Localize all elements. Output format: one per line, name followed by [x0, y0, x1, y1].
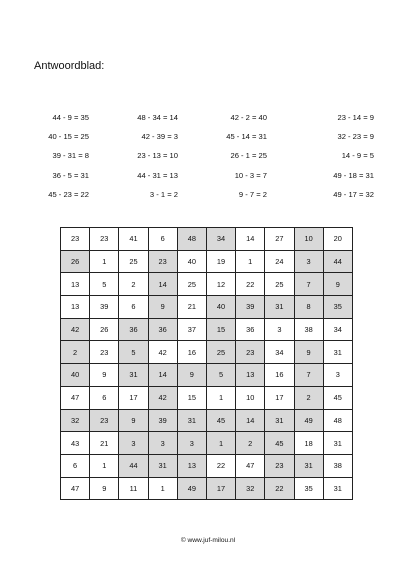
grid-cell: 32: [61, 409, 90, 432]
equation-list: [30, 108, 386, 200]
grid-cell: 37: [177, 318, 206, 341]
grid-cell: 10: [236, 386, 265, 409]
grid-cell: 23: [61, 228, 90, 251]
equation: 10 - 3 = 7: [234, 170, 267, 180]
grid-cell: 15: [206, 318, 235, 341]
grid-cell: 18: [294, 432, 323, 455]
grid-cell: 23: [90, 228, 119, 251]
equation-column-2: [119, 108, 208, 204]
grid-row: [61, 364, 353, 387]
grid-cell: 22: [265, 477, 294, 500]
grid-cell: 40: [61, 364, 90, 387]
grid-cell: 9: [119, 409, 148, 432]
equation: 26 - 1 = 25: [230, 151, 267, 161]
grid-cell: 17: [206, 477, 235, 500]
grid-row: [61, 477, 353, 500]
grid-cell: 6: [61, 454, 90, 477]
grid-cell: 36: [119, 318, 148, 341]
grid-cell: 41: [119, 228, 148, 251]
grid-cell: 31: [323, 432, 352, 455]
grid-cell: 44: [323, 250, 352, 273]
grid-cell: 13: [61, 296, 90, 319]
grid-cell: 31: [265, 296, 294, 319]
grid-cell: 34: [206, 228, 235, 251]
grid-cell: 22: [236, 273, 265, 296]
equation: 40 - 15 = 25: [48, 132, 89, 142]
grid-cell: 34: [265, 341, 294, 364]
grid-cell: 40: [177, 250, 206, 273]
grid-cell: 42: [61, 318, 90, 341]
grid-row: [61, 273, 353, 296]
grid-cell: 13: [61, 273, 90, 296]
grid-cell: 14: [236, 409, 265, 432]
grid-cell: 13: [177, 454, 206, 477]
grid-cell: 3: [119, 432, 148, 455]
grid-cell: 38: [323, 454, 352, 477]
grid-cell: 3: [323, 364, 352, 387]
grid-cell: 1: [90, 454, 119, 477]
grid-cell: 26: [61, 250, 90, 273]
grid-row: [61, 432, 353, 455]
grid-cell: 16: [177, 341, 206, 364]
grid-cell: 31: [323, 477, 352, 500]
grid-cell: 10: [294, 228, 323, 251]
grid-cell: 6: [119, 296, 148, 319]
grid-cell: 20: [323, 228, 352, 251]
grid-cell: 45: [265, 432, 294, 455]
equation: 49 - 18 = 31: [333, 170, 374, 180]
grid-cell: 31: [177, 409, 206, 432]
grid-cell: 35: [323, 296, 352, 319]
equation: 42 - 2 = 40: [230, 113, 267, 122]
grid-cell: 47: [61, 386, 90, 409]
equation: 23 - 14 = 9: [337, 113, 374, 122]
equation: 32 - 23 = 9: [337, 132, 374, 142]
grid-cell: 42: [148, 341, 177, 364]
grid-cell: 39: [90, 296, 119, 319]
grid-cell: 44: [119, 454, 148, 477]
grid-cell: 9: [323, 273, 352, 296]
grid-cell: 8: [294, 296, 323, 319]
grid-cell: 19: [206, 250, 235, 273]
grid-cell: 47: [236, 454, 265, 477]
grid-cell: 35: [294, 477, 323, 500]
grid-cell: 48: [177, 228, 206, 251]
grid-cell: 36: [236, 318, 265, 341]
grid-cell: 5: [206, 364, 235, 387]
grid-cell: 14: [236, 228, 265, 251]
grid-cell: 9: [90, 364, 119, 387]
footer-credit: © www.juf-milou.nl: [180, 537, 236, 544]
grid-cell: 49: [294, 409, 323, 432]
grid-cell: 43: [61, 432, 90, 455]
grid-cell: 1: [206, 386, 235, 409]
equation: 9 - 7 = 2: [238, 189, 267, 199]
grid-cell: 17: [119, 386, 148, 409]
grid-cell: 7: [294, 273, 323, 296]
grid-cell: 23: [148, 250, 177, 273]
grid-cell: 47: [61, 477, 90, 500]
grid-cell: 22: [206, 454, 235, 477]
grid-cell: 9: [294, 341, 323, 364]
equation: 48 - 34 = 14: [137, 113, 178, 122]
grid-cell: 14: [148, 273, 177, 296]
page-title: Antwoordblad:: [34, 60, 105, 72]
grid-cell: 1: [90, 250, 119, 273]
equation: 39 - 31 = 8: [52, 151, 89, 161]
grid-cell: 23: [90, 409, 119, 432]
grid-cell: 26: [90, 318, 119, 341]
equation: 49 - 17 = 32: [333, 189, 374, 199]
grid-cell: 31: [323, 341, 352, 364]
equation: 3 - 1 = 2: [149, 189, 178, 199]
grid-cell: 3: [265, 318, 294, 341]
grid-cell: 24: [265, 250, 294, 273]
grid-cell: 1: [236, 250, 265, 273]
grid-cell: 2: [119, 273, 148, 296]
grid-cell: 2: [61, 341, 90, 364]
grid-cell: 12: [206, 273, 235, 296]
grid-cell: 36: [148, 318, 177, 341]
grid-cell: 32: [236, 477, 265, 500]
grid-cell: 5: [119, 341, 148, 364]
equation: 23 - 13 = 10: [137, 151, 178, 161]
grid-cell: 31: [148, 454, 177, 477]
grid-row: [61, 409, 353, 432]
equation: 42 - 39 = 3: [141, 132, 178, 142]
grid-cell: 31: [294, 454, 323, 477]
grid-cell: 3: [148, 432, 177, 455]
equation-column-3: [208, 108, 297, 204]
grid-cell: 16: [265, 364, 294, 387]
grid-cell: 34: [323, 318, 352, 341]
grid-cell: 25: [265, 273, 294, 296]
grid-cell: 45: [206, 409, 235, 432]
equation: 14 - 9 = 5: [341, 151, 374, 161]
grid-row: [61, 228, 353, 251]
grid-cell: 6: [90, 386, 119, 409]
grid-cell: 40: [206, 296, 235, 319]
grid-cell: 39: [148, 409, 177, 432]
grid-cell: 3: [294, 250, 323, 273]
grid-row: [61, 454, 353, 477]
grid-cell: 31: [119, 364, 148, 387]
grid-cell: 7: [294, 364, 323, 387]
grid-cell: 48: [323, 409, 352, 432]
grid-cell: 9: [90, 477, 119, 500]
grid-row: [61, 318, 353, 341]
grid-cell: 14: [148, 364, 177, 387]
equation-column-4: [297, 108, 386, 204]
grid-cell: 3: [177, 432, 206, 455]
equation: 45 - 14 = 31: [226, 132, 267, 142]
grid-cell: 1: [148, 477, 177, 500]
grid-cell: 23: [265, 454, 294, 477]
grid-cell: 31: [265, 409, 294, 432]
equation: 44 - 9 = 35: [52, 113, 89, 122]
answer-grid: [60, 227, 353, 500]
grid-row: [61, 341, 353, 364]
grid-cell: 25: [177, 273, 206, 296]
grid-cell: 49: [177, 477, 206, 500]
equation: 36 - 5 = 31: [52, 170, 89, 180]
grid-row: [61, 250, 353, 273]
grid-cell: 27: [265, 228, 294, 251]
grid-cell: 11: [119, 477, 148, 500]
grid-row: [61, 386, 353, 409]
grid-row: [61, 296, 353, 319]
grid-cell: 25: [206, 341, 235, 364]
grid-cell: 9: [148, 296, 177, 319]
grid-cell: 2: [294, 386, 323, 409]
grid-cell: 1: [206, 432, 235, 455]
grid-cell: 25: [119, 250, 148, 273]
grid-cell: 38: [294, 318, 323, 341]
grid-cell: 21: [90, 432, 119, 455]
grid-cell: 17: [265, 386, 294, 409]
grid-cell: 21: [177, 296, 206, 319]
grid-cell: 5: [90, 273, 119, 296]
grid-cell: 9: [177, 364, 206, 387]
grid-cell: 39: [236, 296, 265, 319]
grid-cell: 45: [323, 386, 352, 409]
grid-cell: 6: [148, 228, 177, 251]
grid-cell: 23: [236, 341, 265, 364]
equation: 44 - 31 = 13: [137, 170, 178, 180]
grid-cell: 42: [148, 386, 177, 409]
grid-cell: 23: [90, 341, 119, 364]
grid-cell: 15: [177, 386, 206, 409]
equation: 45 - 23 = 22: [48, 189, 89, 199]
grid-cell: 13: [236, 364, 265, 387]
grid-cell: 2: [236, 432, 265, 455]
equation-column-1: [30, 108, 119, 204]
